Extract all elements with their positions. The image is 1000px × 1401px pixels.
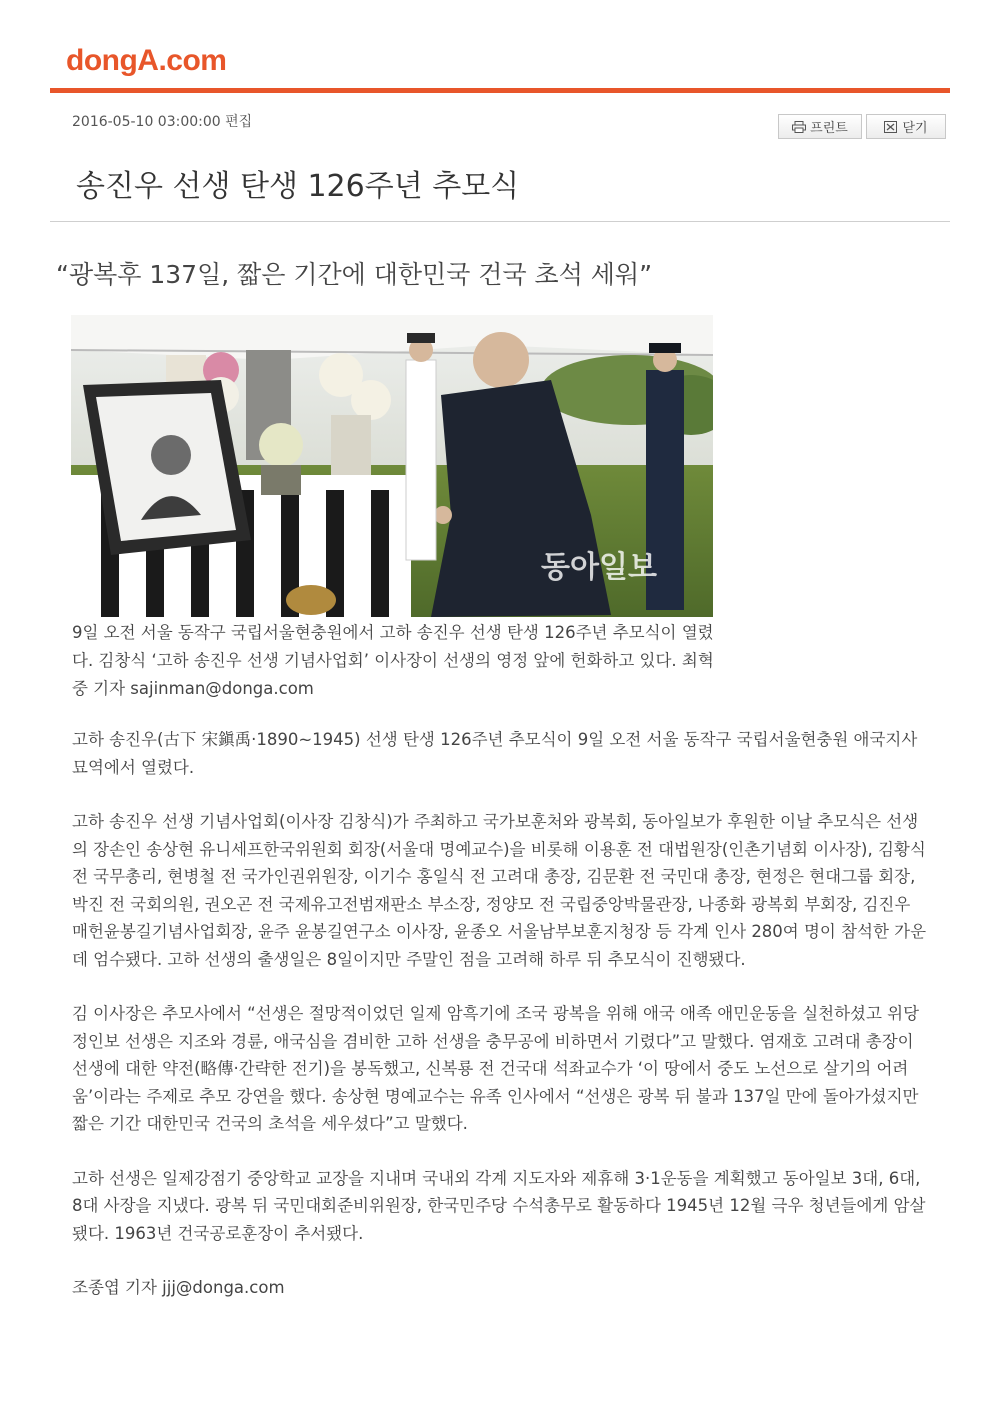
memorial-ceremony-image: [71, 315, 713, 617]
article-byline: 조종엽 기자 jjj@donga.com: [72, 1278, 285, 1297]
photo-caption: 9일 오전 서울 동작구 국립서울현충원에서 고하 송진우 선생 탄생 126주년 추모식이 열렸다. 김창식 ‘고하 송진우 선생 기념사업회’ 이사장이 선생의 영정 앞에 헌화하고 있다. 최혁중 기자 sajinman@donga.com: [72, 623, 714, 698]
print-label: 프린트: [810, 121, 848, 136]
close-icon: [884, 121, 898, 133]
header-divider: [50, 88, 950, 93]
close-button[interactable]: [866, 114, 946, 139]
article-paragraph: 김 이사장은 추모사에서 “선생은 절망적이었던 일제 암흑기에 조국 광복을 위해 애국 애족 애민운동을 실천하셨고 위당 정인보 선생은 지조와 경륜, 애국심을 겸비한 고하 선생을 충무공에 비하면서 기렸다”고 말했다. 염재호 고려대 총장이 선생에 대한 약전(略傳·간략한 전기)을 봉독했고, 신복룡 전 건국대 석좌교수가 ‘이 땅에서 중도 노선으로 살기의 어려움’이라는 주제로 추모 강연을 했다. 송상현 명예교수는 유족 인사에서 “선생은 광복 뒤 불과 137일 만에 돌아가셨지만 짧은 기간 대한민국 건국의 초석을 세우셨다”고 말했다.: [72, 1004, 920, 1133]
article-body: [72, 726, 930, 1302]
title-divider: [50, 221, 950, 222]
article-photo: [71, 315, 713, 617]
article-subtitle: “광복후 137일, 짧은 기간에 대한민국 건국 초석 세워”: [56, 260, 653, 289]
article-paragraph: 고하 송진우(古下 宋鎭禹·1890∼1945) 선생 탄생 126주년 추모식이 9일 오전 서울 동작구 국립서울현충원 애국지사 묘역에서 열렸다.: [72, 730, 918, 777]
photo-watermark: 동아일보: [541, 550, 657, 585]
edit-timestamp: 2016-05-10 03:00:00 편집: [72, 114, 253, 130]
article-title: 송진우 선생 탄생 126주년 추모식: [76, 169, 520, 204]
print-button[interactable]: [778, 114, 862, 139]
printer-icon: [792, 121, 806, 133]
close-label: 닫기: [902, 121, 928, 136]
site-logo[interactable]: dongA.com: [66, 44, 227, 77]
article-paragraph: 고하 송진우 선생 기념사업회(이사장 김창식)가 주최하고 국가보훈처와 광복회, 동아일보가 후원한 이날 추모식은 선생의 장손인 송상현 유니세프한국위원회 회장(서울대 명예교수)을 비롯해 이용훈 전 대법원장(인촌기념회 이사장), 김황식 전 국무총리, 현병철 전 국가인권위원장, 이기수 홍일식 전 고려대 총장, 김문환 전 국민대 총장, 현정은 현대그룹 회장, 박진 전 국회의원, 권오곤 전 국제유고전범재판소 부소장, 정양모 전 국립중앙박물관장, 나종화 광복회 부회장, 김진우 매헌윤봉길기념사업회장, 윤주 윤봉길연구소 이사장, 윤종오 서울남부보훈지청장 등 각계 인사 280여 명이 참석한 가운데 엄수됐다. 고하 선생의 출생일은 8일이지만 주말인 점을 고려해 하루 뒤 추모식이 진행됐다.: [72, 812, 927, 969]
article-paragraph: 고하 선생은 일제강점기 중앙학교 교장을 지내며 국내외 각계 지도자와 제휴해 3·1운동을 계획했고 동아일보 3대, 6대, 8대 사장을 지냈다. 광복 뒤 국민대회준비위원장, 한국민주당 수석총무로 활동하다 1945년 12월 극우 청년들에게 암살됐다. 1963년 건국공로훈장이 추서됐다.: [72, 1168, 926, 1243]
